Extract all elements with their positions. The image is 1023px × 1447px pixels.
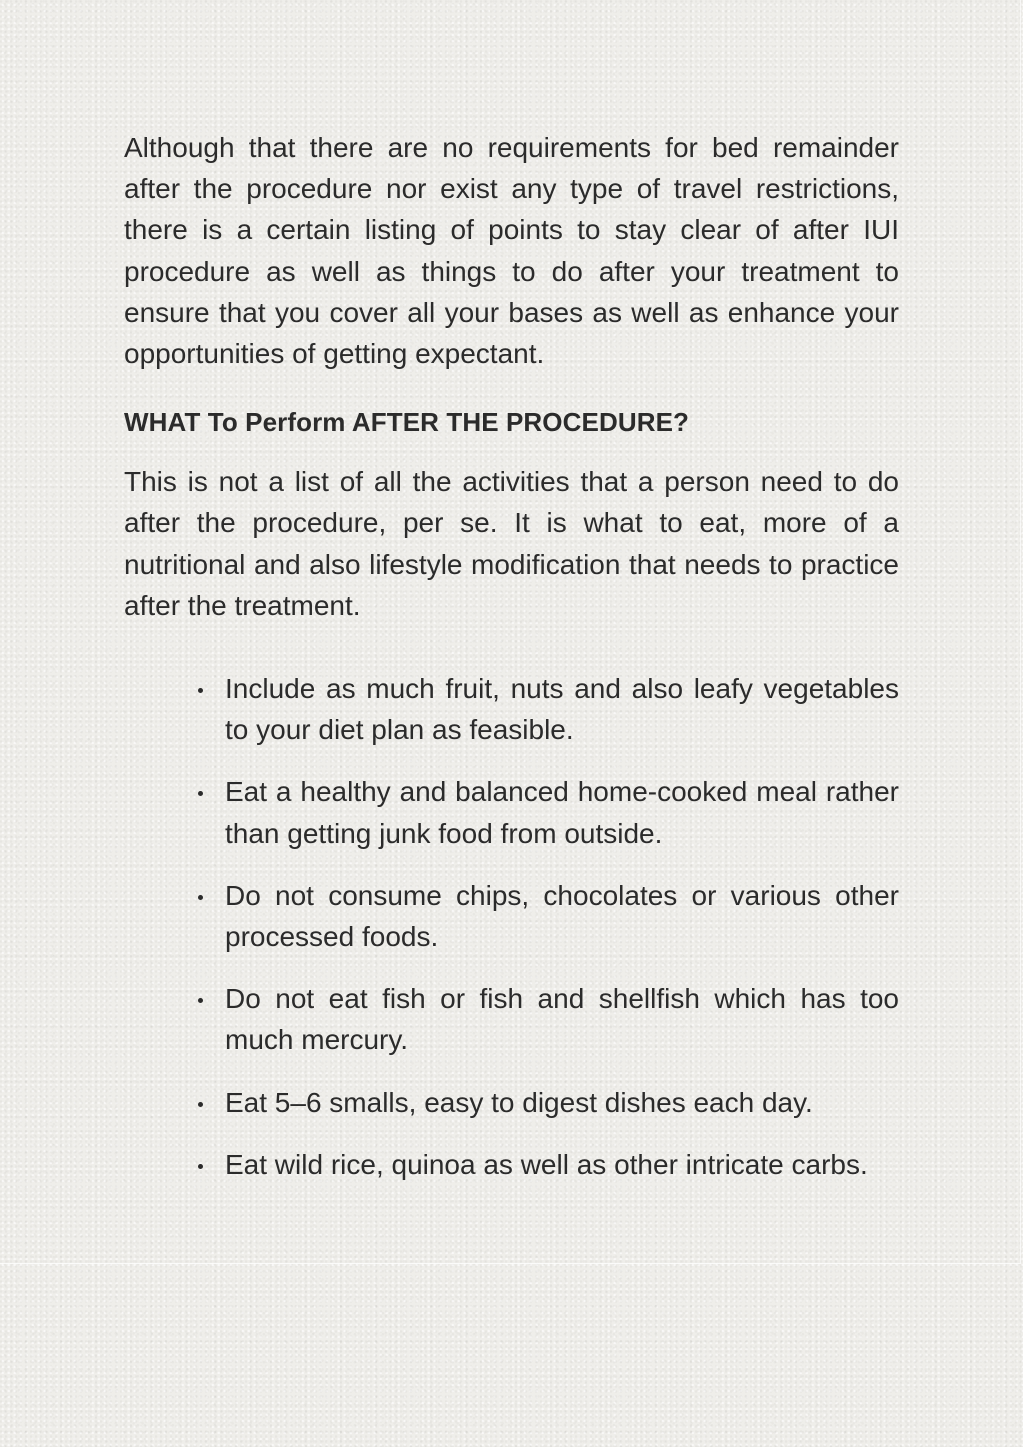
list-item: Do not eat fish or fish and shellfish which has too much mercury. [225,978,899,1060]
document-body [124,127,899,1206]
list-item: Eat a healthy and balanced home-cooked meal rather than getting junk food from outside. [225,771,899,853]
section-heading: WHAT To Perform AFTER THE PROCEDURE? [124,407,689,438]
list-item: Eat 5–6 smalls, easy to digest dishes each day. [225,1082,899,1123]
list-item: Include as much fruit, nuts and also leafy vegetables to your diet plan as feasible. [225,668,899,750]
list-item: Do not consume chips, chocolates or various other processed foods. [225,875,899,957]
intro-paragraph: Although that there are no requirements for bed remainder after the procedure nor exist any type of travel restrictions, there is a certain listing of points to stay clear of after IUI procedure as well as things to do after your treatment to ensure that you cover all your bases as well as enhance your opportunities of getting expectant. [124,132,899,370]
section-paragraph: This is not a list of all the activities that a person need to do after the procedure, per se. It is what to eat, more of a nutritional and also lifestyle modification that needs to practice after the treatment. [124,466,899,621]
list-item: Eat wild rice, quinoa as well as other intricate carbs. [225,1144,899,1185]
tips-list [124,668,899,1185]
